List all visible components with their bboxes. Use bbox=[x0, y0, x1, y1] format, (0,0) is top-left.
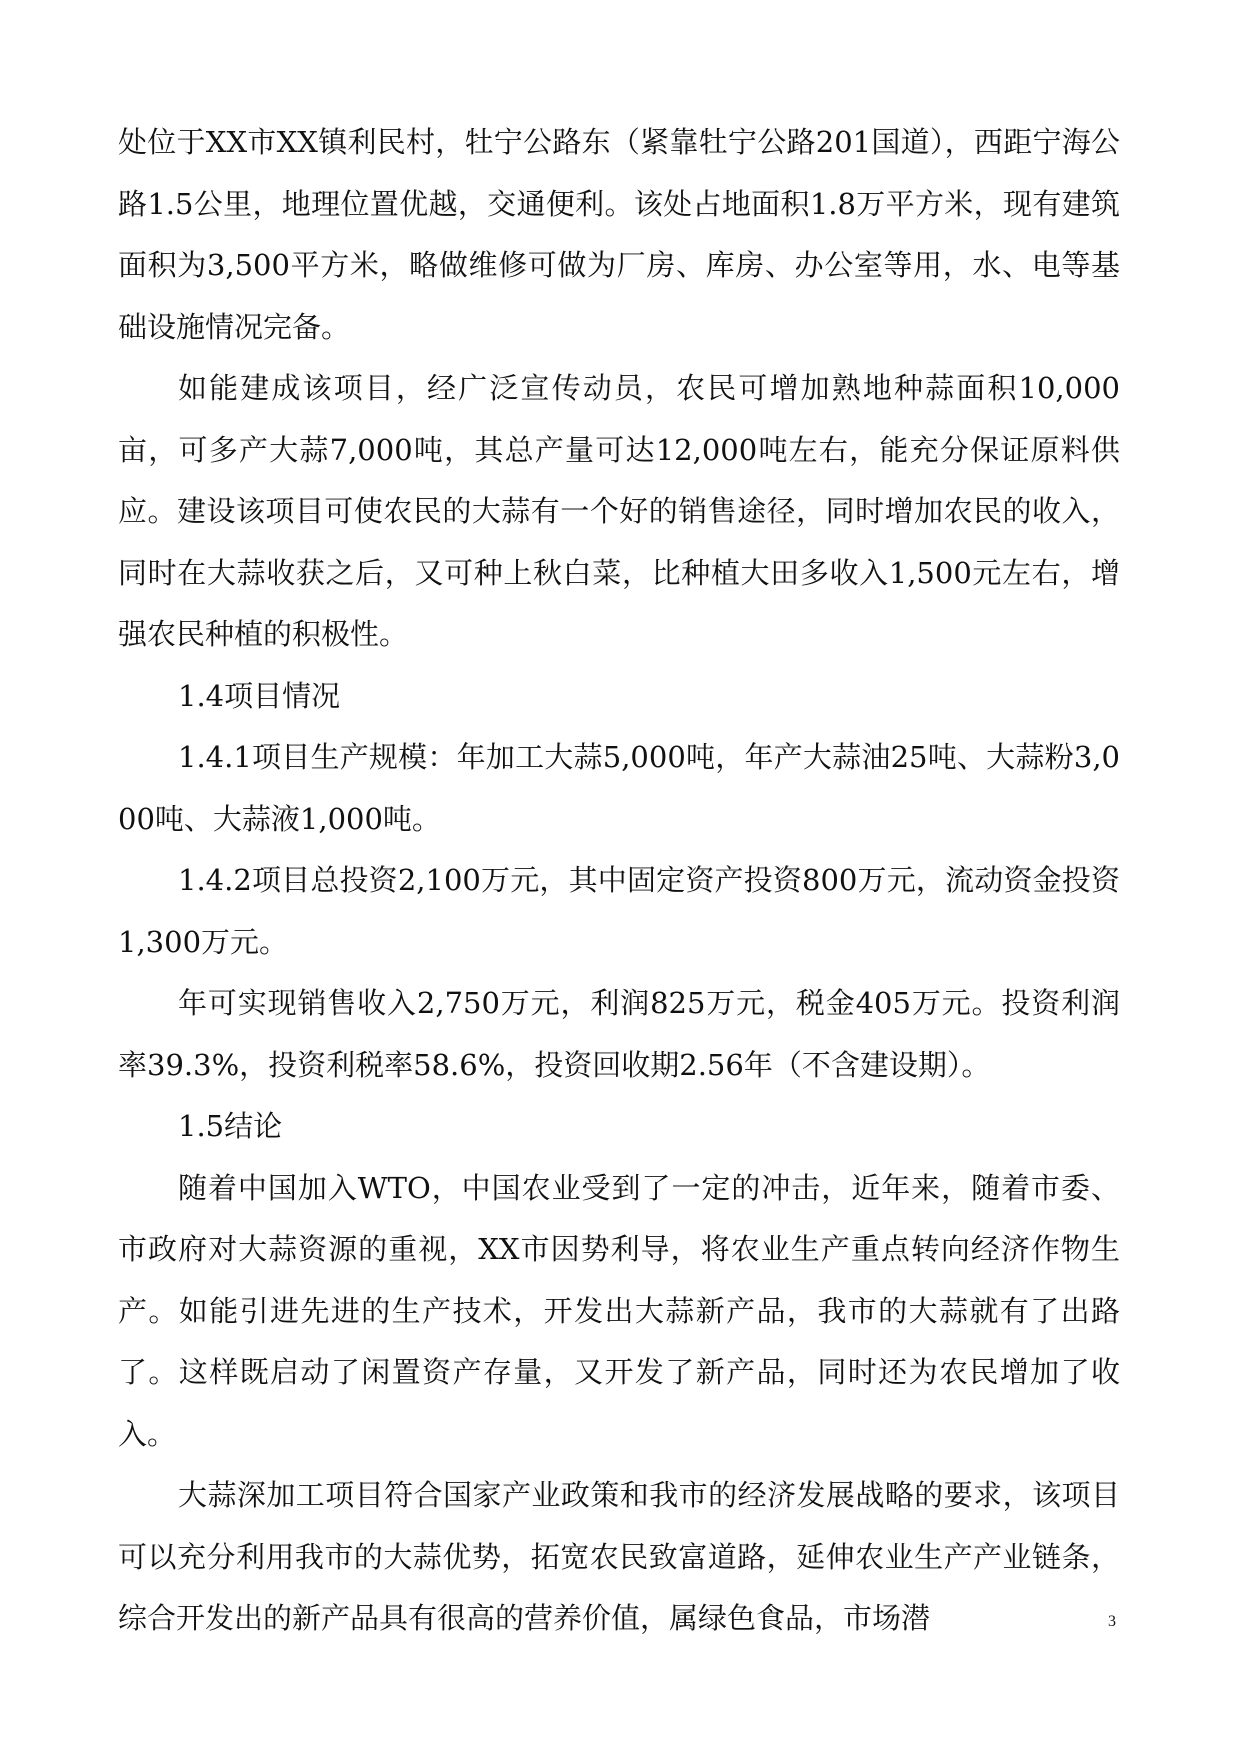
paragraph-conclusion-background: 随着中国加入WTO，中国农业受到了一定的冲击，近年来，随着市委、市政府对大蒜资源的重视，XX市因势利导，将农业生产重点转向经济作物生产。如能引进先进的生产技术，开发出大蒜新产品，我市的大蒜就有了出路了。这样既启动了闲置资产存量，又开发了新产品，同时还为农民增加了收入。 bbox=[118, 1170, 1120, 1451]
paragraph-financial-returns: 年可实现销售收入2,750万元，利润825万元，税金405万元。投资利润率39.3%，投资利税率58.6%，投资回收期2.56年（不含建设期）。 bbox=[118, 986, 1120, 1082]
paragraph-site-description: 处位于XX市XX镇利民村，牡宁公路东（紧靠牡宁公路201国道），西距宁海公路1.5公里，地理位置优越，交通便利。该处占地面积1.8万平方米，现有建筑面积为3,500平方米，略做维修可做为厂房、库房、办公室等用，水、电等基础设施情况完备。 bbox=[118, 125, 1120, 344]
page-number: 3 bbox=[1108, 1613, 1116, 1630]
paragraph-farmer-benefits: 如能建成该项目，经广泛宣传动员，农民可增加熟地种蒜面积10,000亩，可多产大蒜7,000吨，其总产量可达12,000吨左右，能充分保证原料供应。建设该项目可使农民的大蒜有一个好的销售途径，同时增加农民的收入，同时在大蒜收获之后，又可种上秋白菜，比种植大田多收入1,500元左右，增强农民种植的积极性。 bbox=[118, 371, 1120, 651]
section-heading-conclusion: 1.5结论 bbox=[178, 1109, 283, 1143]
paragraph-total-investment: 1.4.2项目总投资2,100万元，其中固定资产投资800万元，流动资金投资1,300万元。 bbox=[118, 863, 1120, 959]
paragraph-conclusion-policy: 大蒜深加工项目符合国家产业政策和我市的经济发展战略的要求，该项目可以充分利用我市的大蒜优势，拓宽农民致富道路，延伸农业生产产业链条，综合开发出的新产品具有很高的营养价值，属绿色食品，市场潜 bbox=[118, 1478, 1120, 1635]
paragraph-production-scale: 1.4.1项目生产规模：年加工大蒜5,000吨，年产大蒜油25吨、大蒜粉3,000吨、大蒜液1,000吨。 bbox=[118, 740, 1120, 836]
section-heading-project-overview: 1.4项目情况 bbox=[178, 678, 341, 713]
page-body bbox=[118, 112, 1120, 1650]
